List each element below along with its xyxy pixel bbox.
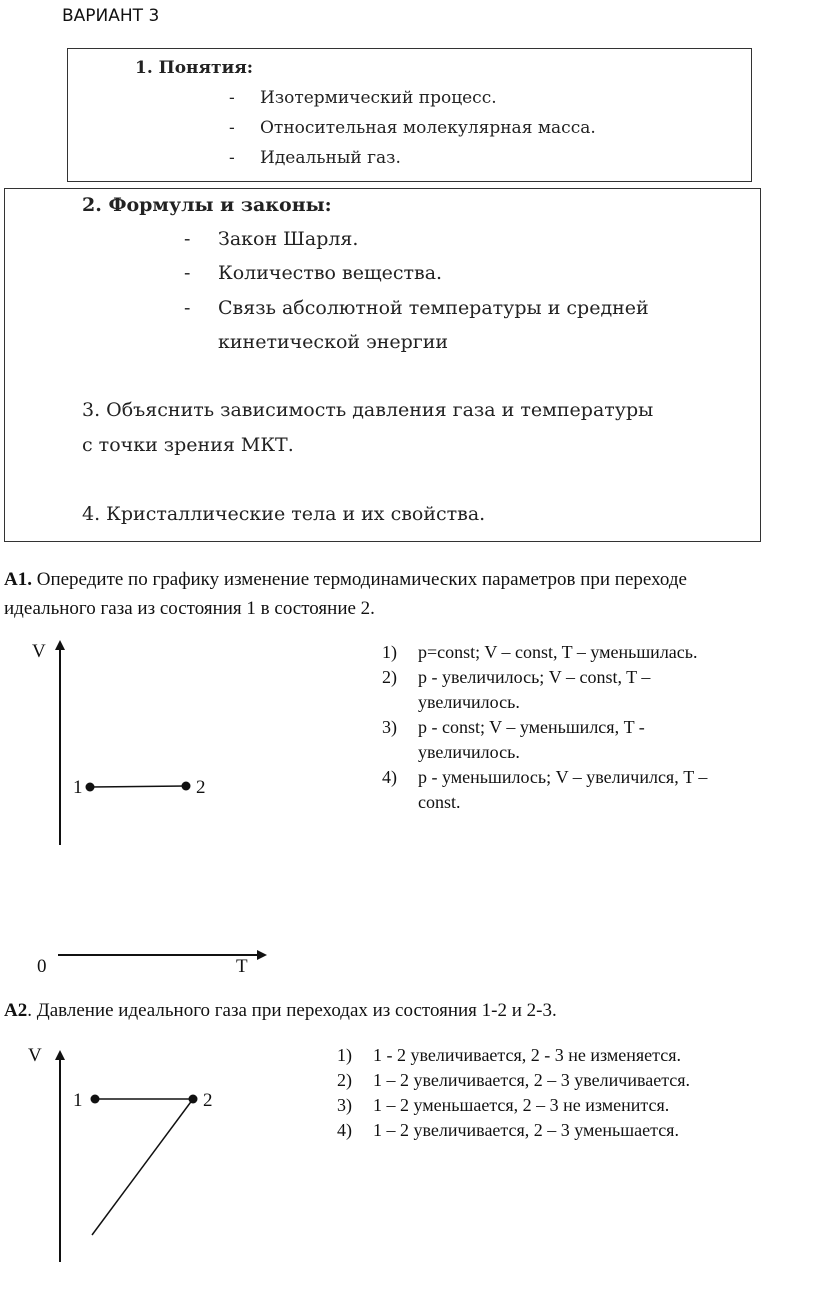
a2-point-2 <box>189 1095 198 1104</box>
a1-option-3-cont: увеличилось. <box>418 742 520 762</box>
a2-option-2: 2) 1 – 2 увеличивается, 2 – 3 увеличивается. <box>337 1070 691 1090</box>
a1-process-line <box>90 786 186 787</box>
a1-v-label: V <box>32 641 46 662</box>
dash-marker: - <box>184 262 191 284</box>
a2-point-1-label: 1 <box>73 1090 83 1111</box>
concept-item: Идеальный газ. <box>260 148 401 168</box>
a2-question-text: . Давление идеального газа при переходах из состояния 1-2 и 2-3. <box>27 1000 557 1021</box>
a1-point-2 <box>182 782 191 791</box>
dash-marker: - <box>229 148 235 168</box>
a2-option-4: 4) 1 – 2 увеличивается, 2 – 3 уменьшается. <box>337 1120 679 1140</box>
a2-option-3: 3) 1 – 2 уменьшается, 2 – 3 не изменится. <box>337 1095 670 1115</box>
a2-question <box>4 996 557 1025</box>
concepts-title: 1. Понятия: <box>135 58 254 78</box>
a1-option-3: 3) p - const; V – уменьшился, T - <box>382 717 645 737</box>
a2-options <box>337 1043 777 1143</box>
formula-item: Связь абсолютной температуры и средней <box>218 297 649 319</box>
a2-point-1 <box>91 1095 100 1104</box>
a1-option-1: 1) p=const; V – const, T – уменьшилась. <box>382 642 698 662</box>
a1-option-4-cont: const. <box>418 792 461 812</box>
variant-title: ВАРИАНТ 3 <box>62 6 160 26</box>
task3-line2: с точки зрения МКТ. <box>82 434 294 456</box>
concept-item: Относительная молекулярная масса. <box>260 118 596 138</box>
task3-line1: 3. Объяснить зависимость давления газа и температуры <box>82 399 654 421</box>
formula-item: Количество вещества. <box>218 262 443 284</box>
a1-option-2-cont: увеличилось. <box>418 692 520 712</box>
concept-item: Изотермический процесс. <box>260 88 497 108</box>
formula-item: кинетической энергии <box>218 331 449 353</box>
a1-origin-label: 0 <box>37 956 47 977</box>
a2-point-2-label: 2 <box>203 1090 213 1111</box>
dash-marker: - <box>229 118 235 138</box>
dash-marker: - <box>184 228 191 250</box>
a1-option-2: 2) p - увеличилось; V – const, T – <box>382 667 651 687</box>
task4-text: 4. Кристаллические тела и их свойства. <box>82 503 486 525</box>
a2-line-2-3 <box>92 1099 193 1235</box>
a1-question-line1: Опередите по графику изменение термодинамических параметров при переходе <box>36 569 687 590</box>
a1-point-1-label: 1 <box>73 777 83 798</box>
dash-marker: - <box>229 88 235 108</box>
a2-label: А2 <box>4 1000 28 1021</box>
dash-marker: - <box>184 297 191 319</box>
a1-point-2-label: 2 <box>196 777 206 798</box>
a1-t-label: T <box>236 956 248 977</box>
a1-label: А1. <box>4 569 32 590</box>
a2-option-1: 1) 1 - 2 увеличивается, 2 - 3 не изменяется. <box>337 1045 682 1065</box>
a2-v-label: V <box>28 1045 42 1066</box>
a1-point-1 <box>86 783 95 792</box>
a1-question-line2: идеального газа из состояния 1 в состояние 2. <box>4 598 375 619</box>
formula-item: Закон Шарля. <box>218 228 359 250</box>
a1-option-4: 4) p - уменьшилось; V – увеличился, T – <box>382 767 708 787</box>
formulas-title: 2. Формулы и законы: <box>82 194 332 216</box>
a1-options <box>382 640 792 815</box>
